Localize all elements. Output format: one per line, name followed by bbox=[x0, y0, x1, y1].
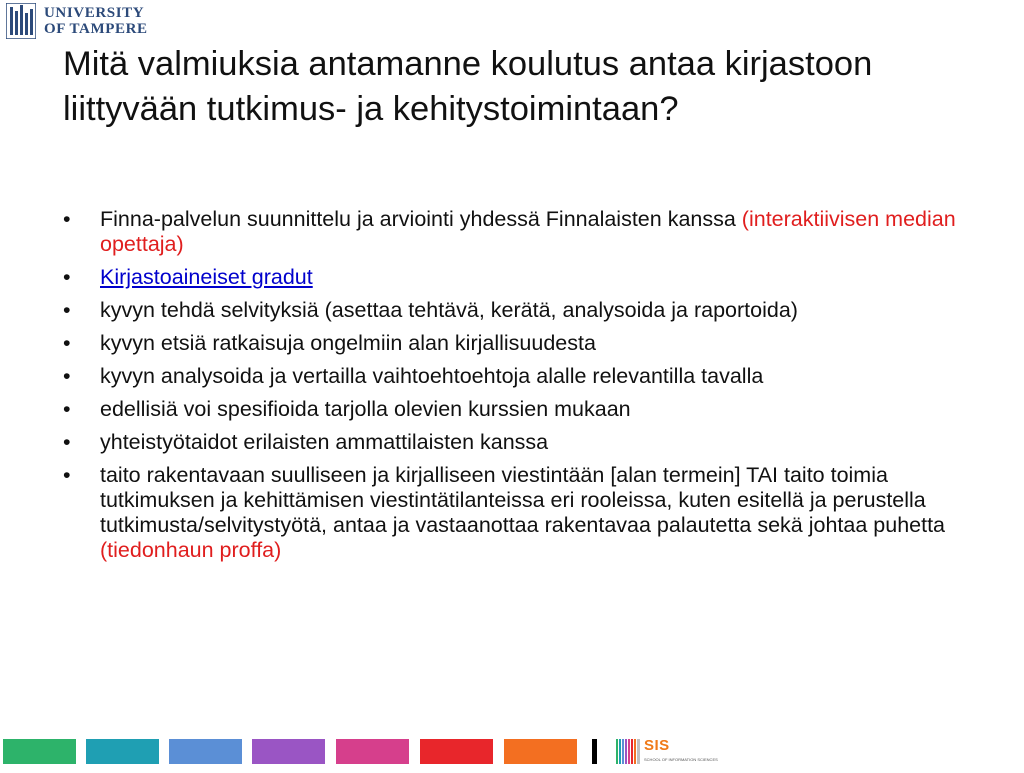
color-bar bbox=[86, 739, 159, 764]
sis-stripes-icon bbox=[590, 739, 642, 768]
bullet-item bbox=[63, 265, 963, 290]
bullet-icon: • bbox=[63, 331, 71, 355]
university-tower-icon bbox=[6, 3, 36, 39]
color-bar bbox=[3, 739, 76, 764]
footer-color-bars bbox=[0, 739, 1024, 768]
bullet-text: taito rakentavaan suulliseen ja kirjalliseen viestintään [alan termein] TAI taito toimia tutkimuksen ja kehittämisen viestintätilanteissa eri rooleissa, kuten esitellä ja perustella tutkimusta/selvitystyötä, antaa ja vastaanottaa rakentavaa palautetta sekä johtaa puhetta bbox=[100, 463, 946, 537]
bullet-note: (interaktiivisen median opettaja) bbox=[100, 207, 956, 256]
bullet-icon: • bbox=[63, 207, 71, 231]
bullet-item bbox=[63, 298, 963, 323]
bullet-text: edellisiä voi spesifioida tarjolla olevien kurssien mukaan bbox=[100, 397, 631, 421]
bullet-text: kyvyn analysoida ja vertailla vaihtoehtoehtoja alalle relevantilla tavalla bbox=[100, 364, 764, 388]
bullet-text: yhteistyötaidot erilaisten ammattilaisten kanssa bbox=[100, 430, 549, 454]
bullet-item bbox=[63, 430, 963, 455]
color-bar bbox=[504, 739, 577, 764]
bullet-item bbox=[63, 207, 963, 257]
bullet-item bbox=[63, 463, 963, 563]
bullet-text: Finna-palvelun suunnittelu ja arviointi yhdessä Finnalaisten kanssa bbox=[100, 207, 742, 231]
bullet-note: (tiedonhaun proffa) bbox=[100, 538, 282, 562]
university-name-line1: UNIVERSITY bbox=[44, 5, 145, 21]
bullet-text: kyvyn etsiä ratkaisuja ongelmiin alan kirjallisuudesta bbox=[100, 331, 596, 355]
bullet-item bbox=[63, 331, 963, 356]
university-name bbox=[44, 5, 148, 37]
theses-link[interactable]: Kirjastoaineiset gradut bbox=[100, 265, 313, 289]
university-name-line2: OF TAMPERE bbox=[44, 21, 148, 37]
color-bar bbox=[169, 739, 242, 764]
bullet-list bbox=[63, 207, 963, 571]
bullet-item bbox=[63, 364, 963, 389]
sis-logo bbox=[590, 739, 720, 768]
bullet-icon: • bbox=[63, 364, 71, 388]
bullet-icon: • bbox=[63, 463, 71, 487]
sis-label: SIS bbox=[644, 737, 670, 754]
university-logo bbox=[6, 3, 148, 39]
color-bar bbox=[420, 739, 493, 764]
bullet-item bbox=[63, 397, 963, 422]
bullet-icon: • bbox=[63, 397, 71, 421]
bullet-icon: • bbox=[63, 265, 71, 289]
slide-title: Mitä valmiuksia antamanne koulutus antaa kirjastoon liittyvään tutkimus- ja kehitystoimintaan? bbox=[63, 45, 873, 128]
bullet-icon: • bbox=[63, 430, 71, 454]
color-bar bbox=[336, 739, 409, 764]
color-bar bbox=[252, 739, 325, 764]
sis-subtitle: SCHOOL OF INFORMATION SCIENCES bbox=[644, 757, 718, 762]
bullet-text: kyvyn tehdä selvityksiä (asettaa tehtävä, kerätä, analysoida ja raportoida) bbox=[100, 298, 798, 322]
bullet-icon: • bbox=[63, 298, 71, 322]
